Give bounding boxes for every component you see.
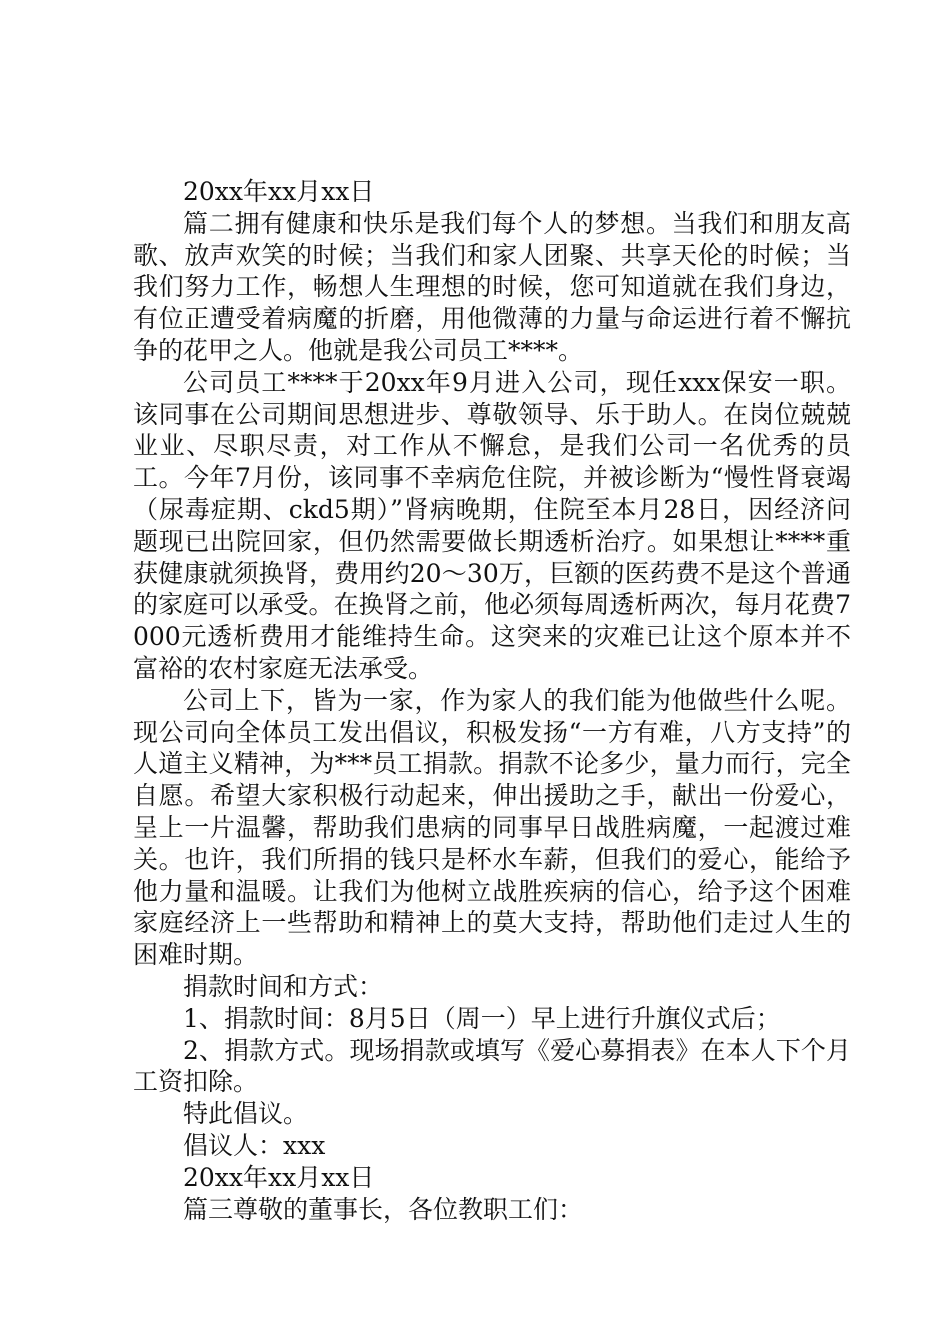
donation-heading: 捐款时间和方式： (183, 971, 384, 1001)
document-body (133, 176, 851, 1225)
date-line-top: 20xx年xx月xx日 (183, 177, 375, 206)
paragraph-section-three: 篇三尊敬的董事长，各位教职工们： (183, 1194, 584, 1224)
initiator-line: 倡议人：xxx (183, 1130, 326, 1160)
closing-line: 特此倡议。 (183, 1099, 309, 1129)
paragraph-call-to-donate: 公司上下，皆为一家，作为家人的我们能为他做些什么呢。现公司向全体员工发出倡议，积极发扬“一方有难，八方支持”的人道主义精神，为***员工捐款。捐款不论多少，量力而行，完全自愿。希望大家积极行动起来，伸出援助之手，献出一份爱心，呈上一片温馨，帮助我们患病的同事早日战胜病魔，一起渡过难关。也许，我们所捐的钱只是杯水车薪，但我们的爱心，能给予他力量和温暖。让我们为他树立战胜疾病的信心，给予这个困难家庭经济上一些帮助和精神上的莫大支持，帮助他们走过人生的困难时期。 (133, 685, 851, 970)
donation-method-item: 2、捐款方式。现场捐款或填写《爱心募捐表》在本人下个月工资扣除。 (133, 1035, 851, 1097)
date-line-bottom: 20xx年xx月xx日 (183, 1162, 375, 1192)
paragraph-employee-situation: 公司员工****于20xx年9月进入公司，现任xxx保安一职。该同事在公司期间思想进步、尊敬领导、乐于助人。在岗位兢兢业业、尽职尽责，对工作从不懈怠，是我们公司一名优秀的员工。今年7月份，该同事不幸病危住院，并被诊断为“慢性肾衰竭（尿毒症期、ckd5期）”肾病晚期，住院至本月28日，因经济问题现已出院回家，但仍然需要做长期透析治疗。如果想让****重获健康就须换肾，费用约20～30万，巨额的医药费不是这个普通的家庭可以承受。在换肾之前，他必须每周透析两次，每月花费7000元透析费用才能维持生命。这突来的灾难已让这个原本并不富裕的农村家庭无法承受。 (133, 367, 851, 683)
paragraph-intro: 篇二拥有健康和快乐是我们每个人的梦想。当我们和朋友高歌、放声欢笑的时候；当我们和家人团聚、共享天伦的时候；当我们努力工作，畅想人生理想的时候，您可知道就在我们身边，有位正遭受着病魔的折磨，用他微薄的力量与命运进行着不懈抗争的花甲之人。他就是我公司员工****。 (133, 208, 851, 365)
donation-time-item: 1、捐款时间：8月5日（周一）早上进行升旗仪式后； (183, 1003, 781, 1033)
